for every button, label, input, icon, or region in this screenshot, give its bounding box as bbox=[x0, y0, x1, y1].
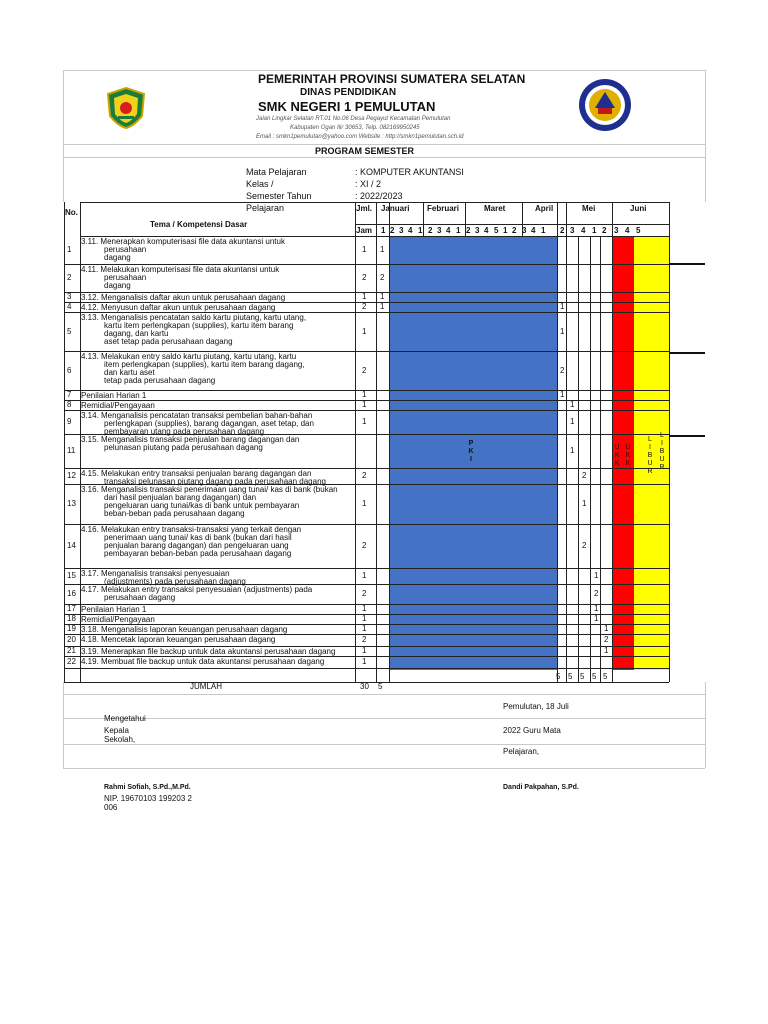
pelajaran-text: Pelajaran, bbox=[503, 747, 540, 756]
uk-label-1: U K K bbox=[614, 444, 620, 467]
kd-text: perusahaan dagang bbox=[104, 593, 176, 602]
row-number: 1 bbox=[67, 245, 72, 254]
week-label: 4 bbox=[484, 226, 489, 235]
week-mark: 1 bbox=[594, 571, 599, 580]
kd-text: 3.18. Menganalisis laporan keuangan perusahaan dagang bbox=[81, 625, 288, 634]
row-number: 17 bbox=[67, 604, 76, 613]
row-jml: 1 bbox=[362, 657, 367, 666]
week-label: 1 bbox=[592, 226, 597, 235]
kd-text: pengeluaran uang tunai/kas di bank untuk pembayaran bbox=[104, 501, 300, 510]
kd-text: dagang bbox=[104, 253, 131, 262]
header-school-name: SMK NEGERI 1 PEMULUTAN bbox=[258, 99, 436, 114]
row-jam: 1 bbox=[380, 302, 385, 311]
kd-text: 4.13. Melakukan entry saldo kartu piutang, kartu utang, kartu bbox=[81, 352, 297, 361]
mapel-value: : KOMPUTER AKUNTANSI bbox=[355, 167, 464, 177]
row-number: 19 bbox=[67, 624, 76, 633]
week-mark: 2 bbox=[582, 471, 587, 480]
week-mark: 1 bbox=[582, 499, 587, 508]
week-mark: 1 bbox=[570, 446, 575, 455]
pkl-label: P K I bbox=[468, 440, 474, 463]
kd-text: transaksi pelunasan piutang dagang pada perusahaan dagang bbox=[104, 477, 326, 486]
row-number: 9 bbox=[67, 417, 72, 426]
kd-text: penerimaan uang tunai/ kas di bank (bukan dari hasil bbox=[104, 533, 292, 542]
program-title: PROGRAM SEMESTER bbox=[315, 146, 415, 156]
kd-text: 4.12. Menyusun daftar akun untuk perusahaan dagang bbox=[81, 303, 276, 312]
total-2: 5 bbox=[568, 672, 573, 681]
kd-text: perlengkapan (supplies), barang dagangan, aset tetap, dan bbox=[104, 419, 314, 428]
week-label: 2 bbox=[428, 226, 433, 235]
row-number: 3 bbox=[67, 292, 72, 301]
kd-text: 3.14. Menganalisis pencatatan transaksi pembelian bahan-bahan bbox=[81, 411, 313, 420]
sekolah-text: Sekolah, bbox=[104, 735, 136, 744]
month-februari: Februari bbox=[427, 204, 460, 213]
row-jam: 2 bbox=[380, 273, 385, 282]
row-jml: 1 bbox=[362, 499, 367, 508]
header-address-1: Jalan Lingkar Selatan RT.01 No.06 Desa Pegayut Kecamatan Pemulutan bbox=[256, 116, 451, 122]
kd-text: (adjustments) pada perusahaan dagang bbox=[104, 577, 246, 586]
kd-text: 4.18. Mencetak laporan keuangan perusahaan dagang bbox=[81, 635, 276, 644]
guru-text: 2022 Guru Mata bbox=[503, 726, 561, 735]
week-label: 3 bbox=[522, 226, 527, 235]
row-jml: 1 bbox=[362, 245, 367, 254]
week-mark: 1 bbox=[570, 417, 575, 426]
week-label: 2 bbox=[602, 226, 607, 235]
semester-value: : 2022/2023 bbox=[355, 191, 403, 201]
row-jml: 1 bbox=[362, 646, 367, 655]
kd-text: penjualan barang dagangan) dan pengeluaran uang bbox=[104, 541, 289, 550]
week-label: 2 bbox=[466, 226, 471, 235]
total-3: 5 bbox=[580, 672, 585, 681]
kd-text: pembayaran utang pada perusahaan dagang bbox=[104, 427, 265, 436]
signer-left-nip: NIP. 19670103 199203 2 bbox=[104, 794, 192, 803]
week-label: 3 bbox=[475, 226, 480, 235]
row-jml: 2 bbox=[362, 365, 367, 375]
kd-text: beban-beban pada perusahaan dagang bbox=[104, 509, 245, 518]
kd-text: kartu item perlengkapan (supplies), kartu item barang bbox=[104, 321, 294, 330]
week-label: 4 bbox=[581, 226, 586, 235]
row-number: 21 bbox=[67, 646, 76, 655]
kd-text: dari hasil penjualan barang dagangan) dan bbox=[104, 493, 257, 502]
row-number: 18 bbox=[67, 614, 76, 623]
kd-text: Remidial/Pengayaan bbox=[81, 615, 155, 624]
row-jam: 1 bbox=[380, 245, 385, 254]
week-label: 1 bbox=[541, 226, 546, 235]
row-jam: 1 bbox=[380, 292, 385, 301]
week-label: 3 bbox=[399, 226, 404, 235]
jumlah-jml: 30 bbox=[360, 682, 369, 691]
kelas-value: : XI / 2 bbox=[355, 179, 382, 189]
kd-text: 4.19. Membuat file backup untuk data akuntansi perusahaan dagang bbox=[81, 657, 325, 666]
week-mark: 1 bbox=[570, 400, 575, 409]
month-mei: Mei bbox=[582, 204, 596, 213]
uk-label-2: U K K bbox=[625, 444, 631, 467]
total-5: 5 bbox=[603, 672, 608, 681]
week-label: 1 bbox=[456, 226, 461, 235]
row-number: 7 bbox=[67, 390, 72, 399]
header-address-2: Kabupaten Ogan Ilir 30653, Telp. 082169950245 bbox=[290, 125, 420, 131]
month-april: April bbox=[535, 204, 554, 213]
kd-text: 3.19. Menerapkan file backup untuk data akuntansi perusahaan dagang bbox=[81, 647, 336, 656]
week-mark: 1 bbox=[604, 624, 609, 633]
kelas-label: Kelas / bbox=[246, 179, 274, 189]
week-mark: 1 bbox=[560, 326, 565, 336]
month-maret: Maret bbox=[484, 204, 506, 213]
kd-text: dagang, dan kartu bbox=[104, 329, 169, 338]
jumlah-jam: 5 bbox=[378, 682, 383, 691]
kd-text: 3.17. Menganalisis transaksi penyesuaian bbox=[81, 569, 230, 578]
header-email: Email : smkn1pemulutan@yahoo.com Website : http://smkn1pemulutan.sch.id bbox=[256, 134, 464, 140]
kd-text: 3.11. Menerapkan komputerisasi file data akuntansi untuk bbox=[81, 237, 285, 246]
row-jml: 2 bbox=[362, 302, 367, 311]
kd-text: 3.12. Menganalisis daftar akun untuk perusahaan dagang bbox=[81, 293, 286, 302]
header-line-2: DINAS PENDIDIKAN bbox=[300, 87, 397, 98]
row-jml: 2 bbox=[362, 635, 367, 644]
kd-text: Penilaian Harian 1 bbox=[81, 391, 147, 400]
kd-text: dagang bbox=[104, 281, 131, 290]
signer-left-nip-2: 006 bbox=[104, 803, 118, 812]
week-label: 1 bbox=[381, 226, 386, 235]
place-date: Pemulutan, 18 Juli bbox=[503, 702, 569, 711]
col-jam-header: Jam bbox=[356, 226, 373, 235]
week-mark: 2 bbox=[560, 365, 565, 375]
row-jml: 2 bbox=[362, 541, 367, 550]
row-number: 8 bbox=[67, 400, 72, 409]
week-label: 4 bbox=[625, 226, 630, 235]
week-label: 4 bbox=[531, 226, 536, 235]
signer-left-name: Rahmi Sofiah, S.Pd.,M.Pd. bbox=[104, 784, 191, 791]
week-mark: 1 bbox=[594, 614, 599, 623]
row-jml: 1 bbox=[362, 292, 367, 301]
row-jml: 1 bbox=[362, 390, 367, 399]
semester-label: Semester Tahun bbox=[246, 191, 312, 201]
kd-text: perusahaan bbox=[104, 245, 147, 254]
week-label: 1 bbox=[418, 226, 423, 235]
kd-text: 3.13. Menganalisis pencatatan saldo kartu piutang, kartu utang, bbox=[81, 313, 307, 322]
row-jml: 1 bbox=[362, 400, 367, 409]
row-number: 16 bbox=[67, 589, 76, 598]
kd-text: pembayaran beban-beban pada perusahaan dagang bbox=[104, 549, 292, 558]
week-mark: 2 bbox=[594, 589, 599, 598]
week-label: 3 bbox=[437, 226, 442, 235]
row-number: 2 bbox=[67, 273, 72, 282]
kd-text: Remidial/Pengayaan bbox=[81, 401, 155, 410]
row-jml: 1 bbox=[362, 604, 367, 613]
row-jml: 2 bbox=[362, 273, 367, 282]
kd-text: pelunasan piutang pada perusahaan dagang bbox=[104, 443, 263, 452]
jumlah-label: JUMLAH bbox=[190, 682, 223, 691]
kd-text: Penilaian Harian 1 bbox=[81, 605, 147, 614]
col-no-header: No. bbox=[65, 208, 78, 217]
mapel-label: Mata Pelajaran bbox=[246, 167, 307, 177]
pelajaran-label: Pelajaran bbox=[246, 203, 285, 213]
week-mark: 2 bbox=[582, 541, 587, 550]
week-mark: 1 bbox=[560, 302, 565, 311]
kd-text: 4.16. Melakukan entry transaksi-transaksi yang terkait dengan bbox=[81, 525, 302, 534]
row-number: 20 bbox=[67, 635, 76, 644]
row-jml: 1 bbox=[362, 614, 367, 623]
kd-text: 3.15. Menganalisis transaksi penjualan barang dagangan dan bbox=[81, 435, 300, 444]
kd-text: 4.17. Melakukan entry transaksi penyesuaian (adjustments) pada bbox=[81, 585, 313, 594]
row-number: 13 bbox=[67, 499, 76, 508]
row-jml: 1 bbox=[362, 624, 367, 633]
row-number: 22 bbox=[67, 657, 76, 666]
libur-label-2: L I B U R bbox=[659, 432, 665, 471]
row-jml: 1 bbox=[362, 571, 367, 580]
month-januari: Januari bbox=[381, 204, 410, 213]
kd-text: 4.11. Melakukan komputerisasi file data akuntansi untuk bbox=[81, 265, 280, 274]
total-1: 5 bbox=[556, 672, 561, 681]
kd-text: perusahaan bbox=[104, 273, 147, 282]
week-mark: 2 bbox=[604, 635, 609, 644]
week-label: 5 bbox=[494, 226, 499, 235]
week-mark: 1 bbox=[594, 604, 599, 613]
row-number: 14 bbox=[67, 541, 76, 550]
row-jml: 2 bbox=[362, 589, 367, 598]
kd-text: item perlengkapan (supplies), kartu item barang dagang, bbox=[104, 360, 305, 369]
kd-text: 3.16. Menganalisis transaksi penerimaan uang tunai/ kas di bank (bukan bbox=[81, 485, 338, 494]
mengetahui-text: Mengetahui bbox=[104, 714, 146, 723]
week-label: 2 bbox=[560, 226, 565, 235]
total-4: 5 bbox=[592, 672, 597, 681]
row-number: 6 bbox=[67, 365, 72, 375]
kd-text: aset tetap pada perusahaan dagang bbox=[104, 337, 233, 346]
row-number: 4 bbox=[67, 302, 72, 311]
kd-text: tetap pada perusahaan dagang bbox=[104, 376, 216, 385]
week-label: 4 bbox=[408, 226, 413, 235]
week-label: 2 bbox=[512, 226, 517, 235]
header-line-1: PEMERINTAH PROVINSI SUMATERA SELATAN bbox=[258, 72, 526, 86]
week-label: 1 bbox=[503, 226, 508, 235]
row-number: 11 bbox=[67, 446, 76, 455]
signer-right-name: Dandi Pakpahan, S.Pd. bbox=[503, 784, 579, 791]
row-jml: 2 bbox=[362, 471, 367, 480]
week-mark: 1 bbox=[604, 646, 609, 655]
week-label: 2 bbox=[390, 226, 395, 235]
week-label: 5 bbox=[636, 226, 641, 235]
row-number: 5 bbox=[67, 326, 72, 336]
col-jml-header: Jml. bbox=[356, 204, 373, 213]
month-juni: Juni bbox=[630, 204, 647, 213]
row-jml: 1 bbox=[362, 326, 367, 336]
row-number: 12 bbox=[67, 471, 76, 480]
row-jml: 1 bbox=[362, 417, 367, 426]
kd-text: dan kartu aset bbox=[104, 368, 155, 377]
row-number: 15 bbox=[67, 571, 76, 580]
kd-text: 4.15. Melakukan entry transaksi penjualan barang dagangan dan bbox=[81, 469, 312, 478]
week-mark: 1 bbox=[560, 390, 565, 399]
week-label: 3 bbox=[614, 226, 619, 235]
kepala-text: Kepala bbox=[104, 726, 129, 735]
col-tema-header: Tema / Kompetensi Dasar bbox=[150, 220, 248, 229]
libur-label-1: L I B U R bbox=[647, 436, 653, 475]
week-label: 3 bbox=[570, 226, 575, 235]
week-label: 4 bbox=[446, 226, 451, 235]
